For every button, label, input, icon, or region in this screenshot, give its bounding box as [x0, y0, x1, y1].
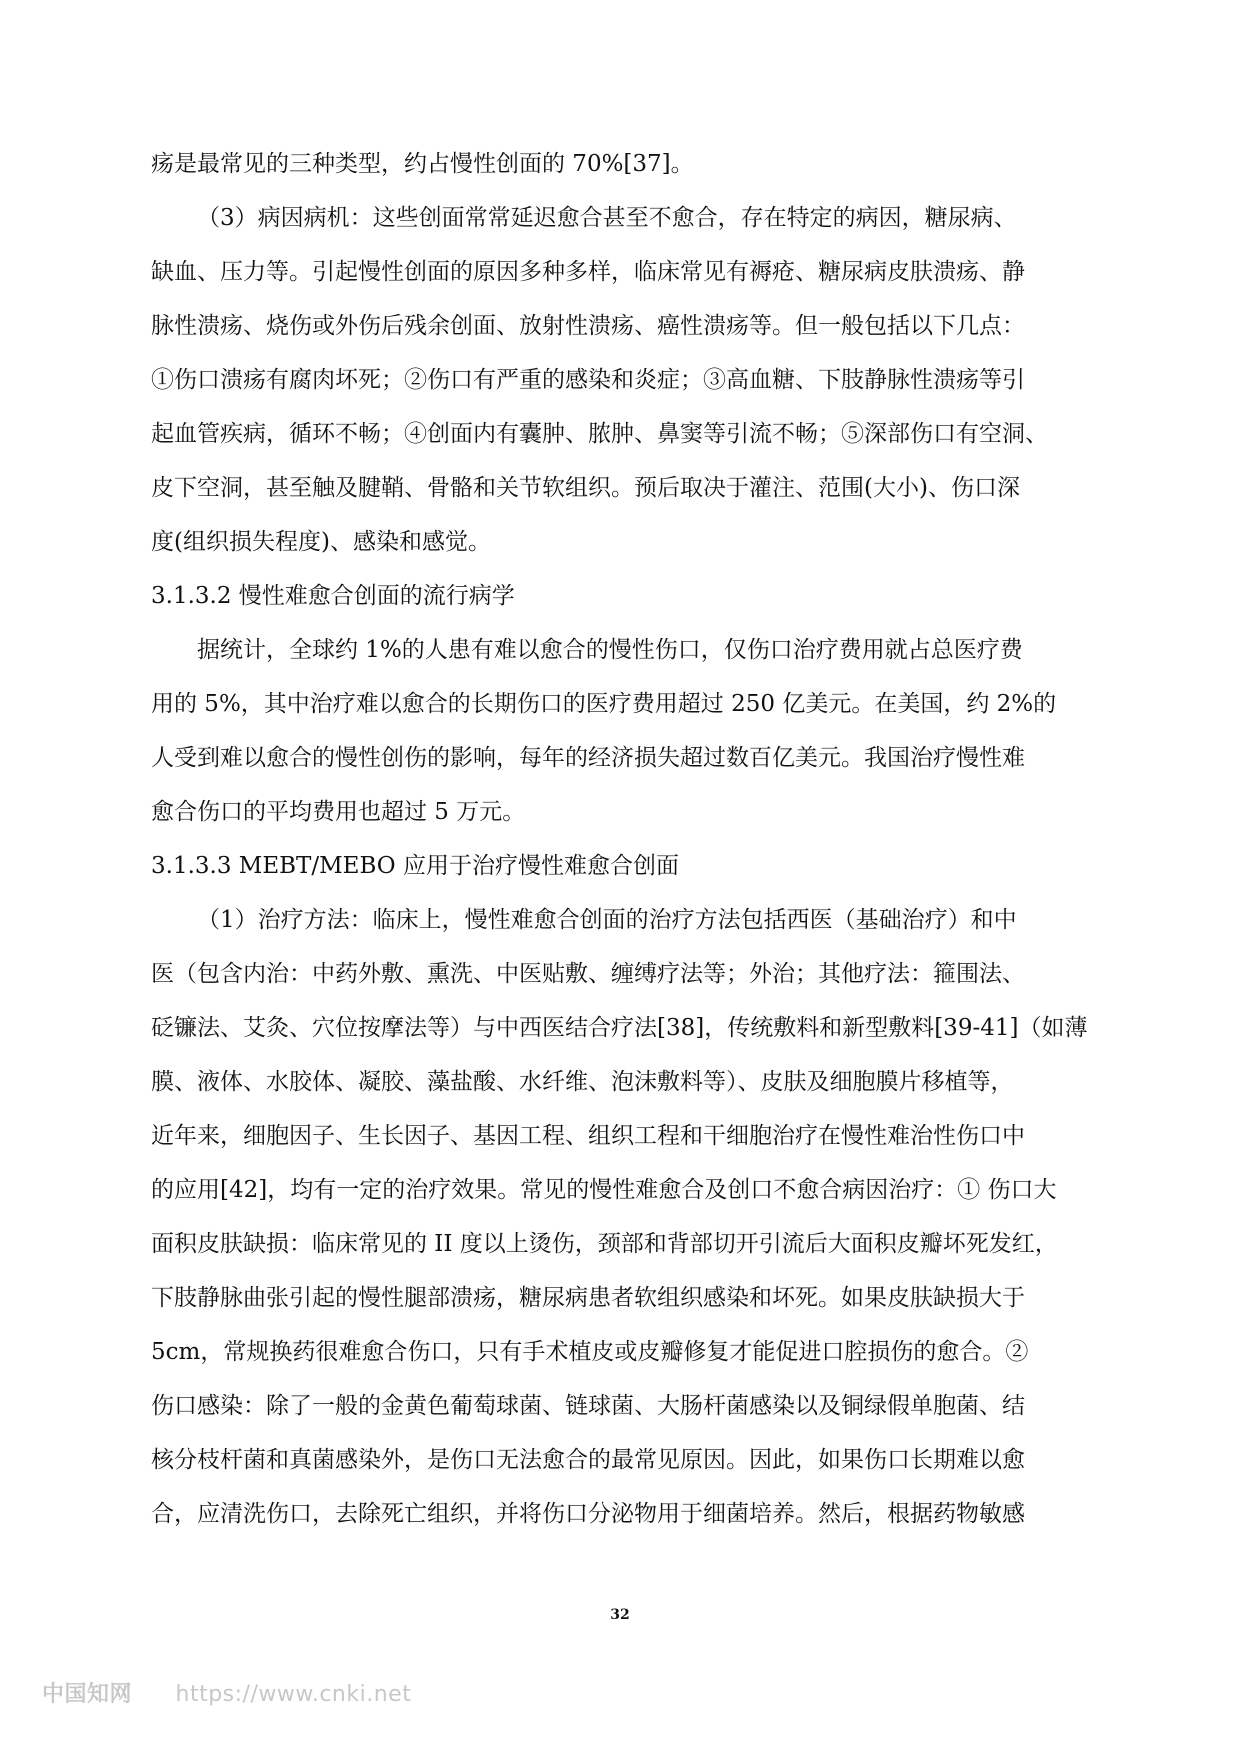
body-text [151, 137, 1098, 1541]
text-line: 5cm，常规换药很难愈合伤口，只有手术植皮或皮瓣修复才能促进口腔损伤的愈合。② [151, 1339, 1029, 1365]
text-line: 缺血、压力等。引起慢性创面的原因多种多样，临床常见有褥疮、糖尿病皮肤溃疡、静 [151, 259, 1025, 285]
section-heading: 3.1.3.2 慢性难愈合创面的流行病学 [151, 583, 515, 609]
text-line: 脉性溃疡、烧伤或外伤后残余创面、放射性溃疡、癌性溃疡等。但一般包括以下几点： [151, 313, 1025, 339]
text-line: 愈合伤口的平均费用也超过 5 万元。 [151, 799, 526, 825]
watermark [42, 1677, 411, 1708]
watermark-brand: 中国知网 [42, 1682, 133, 1707]
text-line: （1）治疗方法：临床上，慢性难愈合创面的治疗方法包括西医（基础治疗）和中 [197, 907, 1017, 933]
text-line: 伤口感染：除了一般的金黄色葡萄球菌、链球菌、大肠杆菌感染以及铜绿假单胞菌、结 [151, 1393, 1025, 1419]
text-line: 的应用[42]，均有一定的治疗效果。常见的慢性难愈合及创口不愈合病因治疗：① 伤口大 [151, 1177, 1057, 1203]
text-line: 疡是最常见的三种类型，约占慢性创面的 70%[37]。 [151, 151, 694, 177]
text-line: 合，应清洗伤口，去除死亡组织，并将伤口分泌物用于细菌培养。然后，根据药物敏感 [151, 1501, 1025, 1527]
text-line: 用的 5%，其中治疗难以愈合的长期伤口的医疗费用超过 250 亿美元。在美国，约 2%的 [151, 691, 1057, 717]
section-heading: 3.1.3.3 MEBT/MEBO 应用于治疗慢性难愈合创面 [151, 853, 679, 879]
text-line: 皮下空洞，甚至触及腱鞘、骨骼和关节软组织。预后取决于灌注、范围(大小)、伤口深 [151, 475, 1020, 501]
text-line: 膜、液体、水胶体、凝胶、藻盐酸、水纤维、泡沫敷料等）、皮肤及细胞膜片移植等， [151, 1069, 1014, 1095]
text-line: 度(组织损失程度)、感染和感觉。 [151, 529, 491, 555]
text-line: 面积皮肤缺损：临床常见的 II 度以上烫伤，颈部和背部切开引流后大面积皮瓣坏死发红， [151, 1231, 1058, 1257]
text-line: ①伤口溃疡有腐肉坏死；②伤口有严重的感染和炎症；③高血糖、下肢静脉性溃疡等引 [151, 367, 1025, 393]
page-number: 32 [610, 1607, 630, 1623]
watermark-url: https://www.cnki.net [175, 1682, 412, 1707]
text-line: （3）病因病机：这些创面常常延迟愈合甚至不愈合，存在特定的病因，糖尿病、 [197, 205, 1017, 231]
text-line: 据统计，全球约 1%的人患有难以愈合的慢性伤口，仅伤口治疗费用就占总医疗费 [197, 637, 1023, 663]
text-line: 下肢静脉曲张引起的慢性腿部溃疡，糖尿病患者软组织感染和坏死。如果皮肤缺损大于 [151, 1285, 1025, 1311]
text-line: 核分枝杆菌和真菌感染外，是伤口无法愈合的最常见原因。因此，如果伤口长期难以愈 [151, 1447, 1025, 1473]
text-line: 砭镰法、艾灸、穴位按摩法等）与中西医结合疗法[38]，传统敷料和新型敷料[39-41]（如薄 [151, 1015, 1088, 1041]
text-line: 起血管疾病，循环不畅；④创面内有囊肿、脓肿、鼻窦等引流不畅；⑤深部伤口有空洞、 [151, 421, 1048, 447]
text-line: 近年来，细胞因子、生长因子、基因工程、组织工程和干细胞治疗在慢性难治性伤口中 [151, 1123, 1025, 1149]
text-line: 人受到难以愈合的慢性创伤的影响，每年的经济损失超过数百亿美元。我国治疗慢性难 [151, 745, 1025, 771]
text-line: 医（包含内治：中药外敷、熏洗、中医贴敷、缠缚疗法等；外治；其他疗法：箍围法、 [151, 961, 1025, 987]
